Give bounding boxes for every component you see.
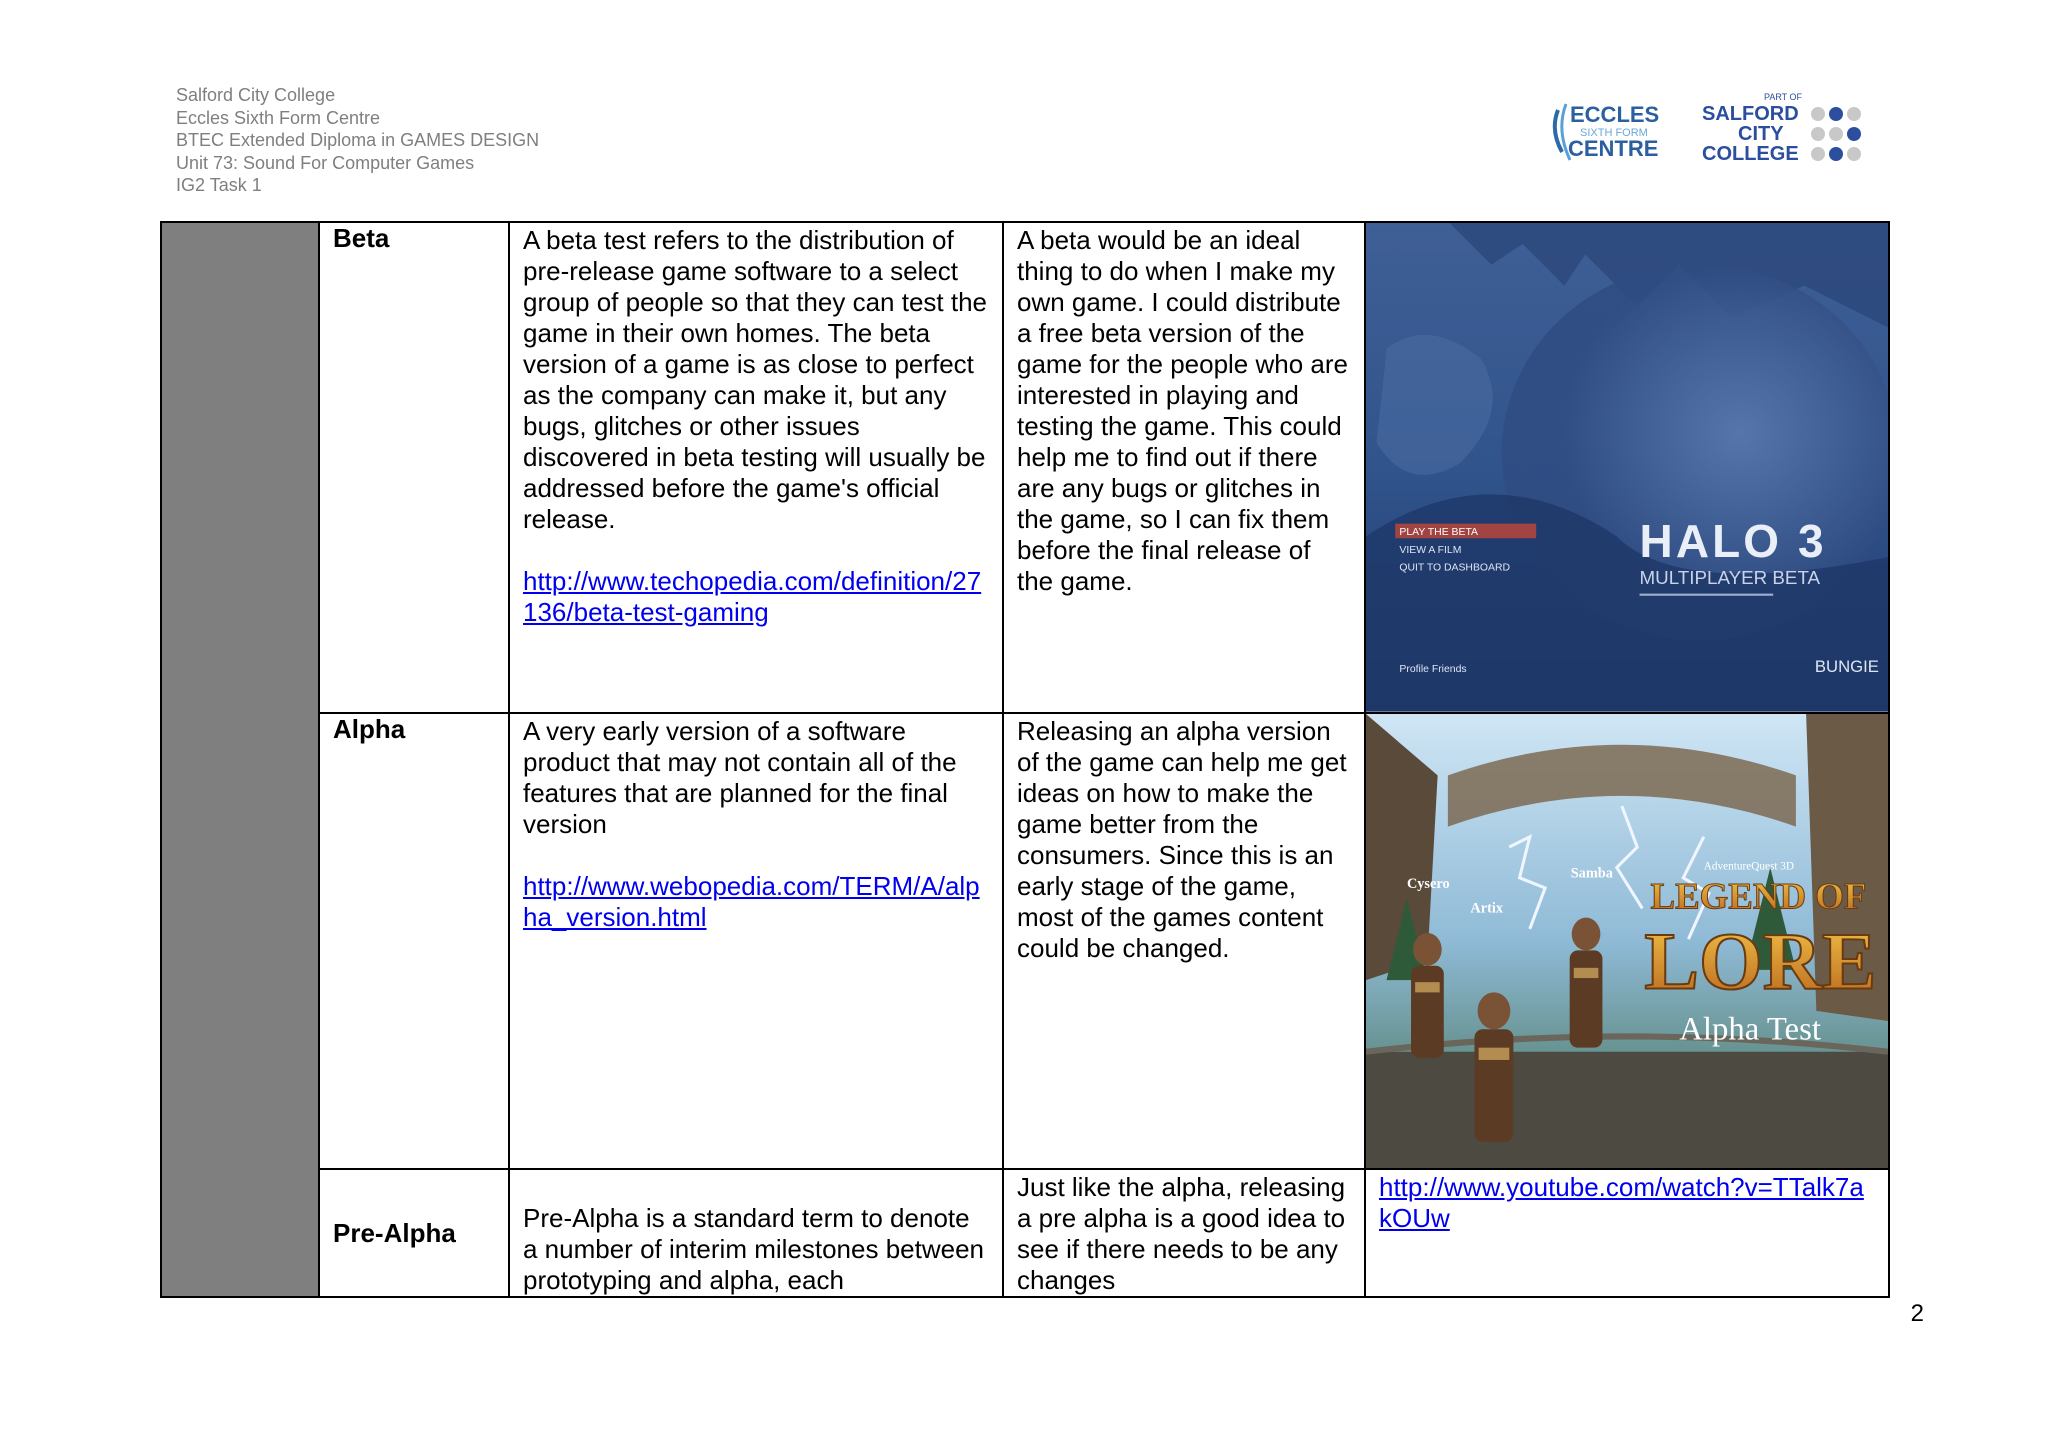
salford-logo-line1: SALFORD [1702,103,1799,125]
halo-menu-play: PLAY THE BETA [1399,527,1479,539]
halo-menu-film: VIEW A FILM [1399,544,1462,556]
source-link-alpha[interactable]: http://www.webopedia.com/TERM/A/alpha_version.html [523,870,980,932]
eccles-logo-line3: CENTRE [1568,136,1659,161]
definition-alpha: A very early version of a software product that may not contain all of the features that are planned for the final version [523,715,957,839]
halo-brand: BUNGIE [1814,656,1879,676]
source-link-pre-alpha[interactable]: http://www.youtube.com/watch?v=TTalk7akOUw [1379,1172,1864,1234]
definition-beta: A beta test refers to the distribution of pre-release game software to a select group of people so that they can test the game in their own homes. The beta version of a game is as close to perfect as the company can make it, but any bugs, glitches or other issues discovered in beta testing will usually be addressed before the game's official release. [523,225,987,534]
dev-stages-table [160,221,1890,1298]
eccles-logo-line1: ECCLES [1570,102,1660,127]
image-cell [1365,222,1889,713]
document-header [176,84,876,197]
halo-footer: Profile Friends [1399,663,1467,675]
halo-menu-quit: QUIT TO DASHBOARD [1399,562,1511,574]
use-cell [1003,222,1365,713]
eccles-logo-line2: SIXTH FORM [1580,127,1648,139]
definition-cell [509,713,1003,1169]
lol-top-title: AdventureQuest 3D [1703,860,1795,873]
header-college: Salford City College [176,85,336,105]
image-cell [1365,713,1889,1169]
legend-of-lore-alpha-screenshot [1366,714,1888,1168]
term-cell [319,713,509,1169]
header-centre: Eccles Sixth Form Centre [176,107,381,128]
term-beta: Beta [333,223,390,253]
header-unit: Unit 73: Sound For Computer Games [176,152,475,173]
salford-logo-line3: COLLEGE [1702,143,1799,165]
halo-subtitle: MULTIPLAYER BETA [1639,567,1821,589]
use-cell [1003,1169,1365,1297]
salford-logo-part-of: PART OF [1764,92,1803,102]
term-cell [319,1169,509,1297]
term-pre-alpha: Pre-Alpha [333,1217,456,1248]
eccles-logo [1548,90,1676,170]
definition-pre-alpha: Pre-Alpha is a standard term to denote a number of interim milestones between prototyping and alpha, each [523,1203,985,1296]
definition-cell [509,1169,1003,1297]
halo-3-beta-screenshot [1366,223,1888,712]
lol-title-3: Alpha Test [1679,1011,1821,1048]
lol-title-2: LORE [1644,914,1877,1006]
term-alpha: Alpha [333,713,406,744]
salford-city-college-logo [1702,90,1862,170]
lol-name-artix: Artix [1470,900,1503,917]
gray-margin-column [161,222,319,1297]
table-row-beta [161,222,1889,713]
source-link-beta[interactable]: http://www.techopedia.com/definition/27136/beta-test-gaming [523,566,982,627]
use-beta: A beta would be an ideal thing to do when I make my own game. I could distribute a free beta version of the game for the people who are interested in playing and testing the game. This could help me to find out if there are any bugs or glitches in the game, so I can fix them before the final release of the game. [1017,225,1348,596]
page-number: 2 [1910,1300,1924,1327]
header-course: BTEC Extended Diploma in GAMES DESIGN [176,130,540,150]
use-alpha: Releasing an alpha version of the game can help me get ideas on how to make the game better from the consumers. Since this is an early stage of the game, most of the games content could be changed. [1017,715,1347,963]
definition-cell [509,222,1003,713]
halo-title: HALO 3 [1639,515,1827,568]
salford-logo-line2: CITY [1738,123,1784,145]
salford-logo-dots [1811,107,1861,161]
link-cell [1365,1169,1889,1297]
lol-name-samba: Samba [1570,865,1613,882]
table-row-alpha [161,713,1889,1169]
table-row-pre-alpha [161,1169,1889,1297]
use-pre-alpha: Just like the alpha, releasing a pre alpha is a good idea to see if there needs to be any changes [1017,1172,1346,1296]
term-cell [319,222,509,713]
lol-title-1: LEGEND OF [1650,875,1867,917]
use-cell [1003,713,1365,1169]
header-task: IG2 Task 1 [176,175,262,195]
lol-name-cysero: Cysero [1406,875,1450,892]
